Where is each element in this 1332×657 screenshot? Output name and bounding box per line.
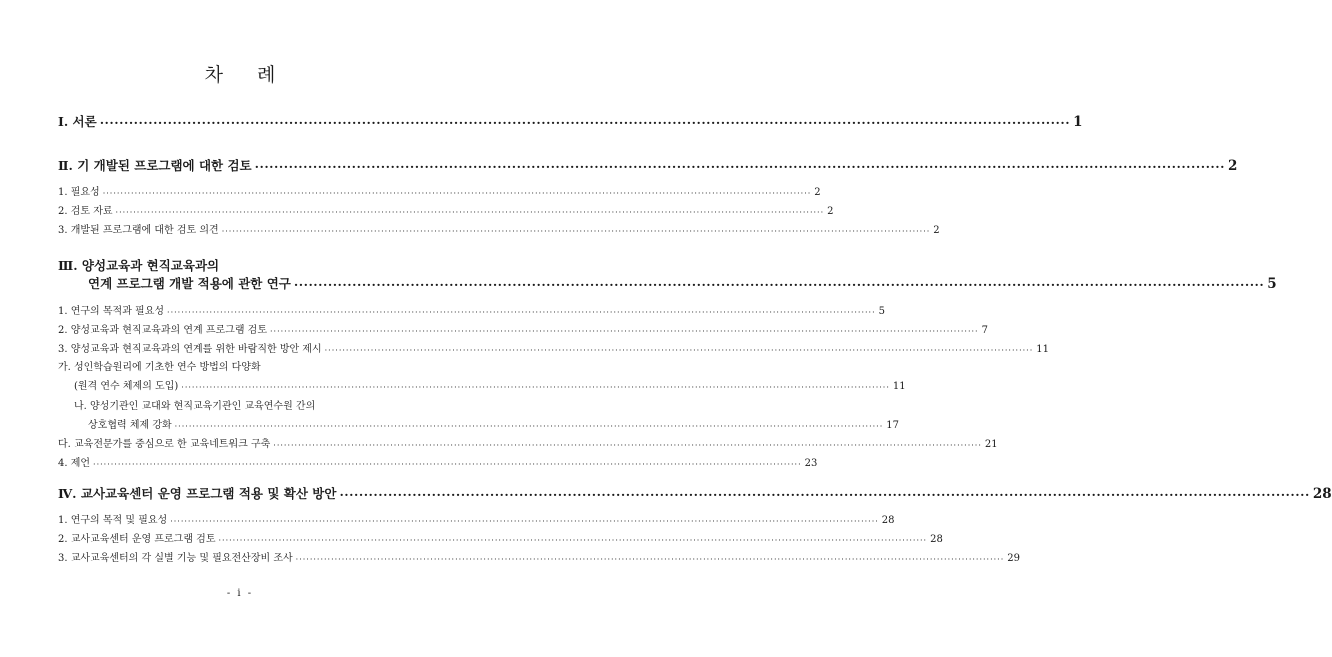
toc-page-number: 5 [1267, 276, 1277, 292]
leader-dots: ········································································································································································································ [170, 517, 879, 526]
leader-dots: ········································································································································································································ [295, 555, 1005, 564]
toc-label: 2. 검토 자료 [58, 206, 113, 217]
toc-page-number: 1 [1073, 114, 1083, 130]
toc-entry-3-2[interactable] [58, 320, 988, 336]
leader-dots: ········································································································································································································ [221, 227, 931, 236]
toc-entry-section-2[interactable] [58, 158, 1238, 174]
toc-page-number: 5 [878, 306, 885, 317]
toc-label: 연계 프로그램 개발 적용에 관한 연구 [88, 276, 291, 291]
toc-page-number: 2 [814, 187, 821, 198]
toc-page-number: 21 [984, 439, 998, 450]
toc-label: 2. 교사교육센터 운영 프로그램 검토 [58, 534, 216, 545]
toc-label: 1. 연구의 목적 및 필요성 [58, 515, 168, 526]
page-title: 차 례 [204, 64, 290, 86]
leader-dots: ········································································································································································································ [254, 159, 1225, 174]
toc-entry-section-3[interactable] [88, 276, 1277, 292]
toc-label: 3. 양성교육과 현직교육과의 연계를 위한 바람직한 방안 제시 [58, 344, 322, 355]
leader-dots: ········································································································································································································ [174, 422, 884, 431]
toc-page-number: 28 [881, 515, 895, 526]
toc-label: Ⅳ. 교사교육센터 운영 프로그램 적용 및 확산 방안 [58, 486, 337, 501]
toc-page-number: 11 [1036, 344, 1049, 355]
toc-entry-2-1[interactable] [58, 182, 821, 198]
toc-label: 다. 교육전문가를 중심으로 한 교육네트워크 구축 [58, 439, 271, 450]
leader-dots: ········································································································································································································ [324, 346, 1034, 355]
toc-label: 4. 제언 [58, 458, 91, 469]
toc-entry-section-4[interactable] [58, 486, 1332, 502]
leader-dots: ········································································································································································································ [99, 115, 1071, 130]
toc-page-number: 23 [804, 458, 818, 469]
toc-page-number: 29 [1007, 553, 1020, 564]
toc-label: Ⅰ. 서론 [58, 114, 97, 129]
page-footer: - i - [226, 588, 254, 599]
toc-entry-3-da[interactable] [58, 434, 998, 450]
toc-label: 상호협력 체제 강화 [88, 420, 172, 431]
toc-entry-4-3[interactable] [58, 548, 1020, 564]
toc-label: 3. 개발된 프로그램에 대한 검토 의견 [58, 225, 219, 236]
toc-page-number: 2 [1228, 158, 1238, 174]
toc-entry-3-3[interactable] [58, 339, 1049, 355]
leader-dots: ········································································································································································································ [218, 536, 928, 545]
leader-dots: ········································································································································································································ [339, 487, 1310, 502]
leader-dots: ········································································································································································································ [167, 308, 876, 317]
toc-label-3-na-line1: 나. 양성기관인 교대와 현직교육기관인 교육연수원 간의 [74, 401, 316, 412]
toc-label: Ⅱ. 기 개발된 프로그램에 대한 검토 [58, 158, 252, 173]
toc-entry-4-1[interactable] [58, 510, 895, 526]
toc-entry-2-2[interactable] [58, 201, 834, 217]
toc-entry-4-2[interactable] [58, 529, 943, 545]
toc-entry-2-3[interactable] [58, 220, 940, 236]
toc-label: 3. 교사교육센터의 각 실별 기능 및 필요전산장비 조사 [58, 553, 293, 564]
toc-entry-3-1[interactable] [58, 301, 885, 317]
leader-dots: ········································································································································································································ [181, 383, 890, 392]
toc-page-number: 28 [1312, 486, 1332, 502]
toc-page-number: 28 [930, 534, 943, 545]
toc-page-number: 7 [981, 325, 988, 336]
toc-label: 1. 연구의 목적과 필요성 [58, 306, 165, 317]
toc-entry-3-ga[interactable] [74, 376, 906, 392]
leader-dots: ········································································································································································································ [293, 277, 1265, 292]
toc-label-3-ga-line1: 가. 성인학습원리에 기초한 연수 방법의 다양화 [58, 362, 261, 373]
toc-page-number: 17 [886, 420, 899, 431]
toc-entry-3-na[interactable] [88, 415, 899, 431]
toc-label-section-3-line1: Ⅲ. 양성교육과 현직교육과의 [58, 258, 220, 273]
toc-entry-section-1[interactable] [58, 114, 1083, 130]
leader-dots: ········································································································································································································ [269, 327, 979, 336]
toc-page-number: 11 [892, 381, 906, 392]
leader-dots: ········································································································································································································ [102, 189, 812, 198]
toc-label: 2. 양성교육과 현직교육과의 연계 프로그램 검토 [58, 325, 267, 336]
toc-page-number: 2 [827, 206, 834, 217]
leader-dots: ········································································································································································································ [93, 460, 802, 469]
leader-dots: ········································································································································································································ [273, 441, 982, 450]
toc-label: 1. 필요성 [58, 187, 100, 198]
toc-page-number: 2 [933, 225, 940, 236]
toc-label: (원격 연수 체제의 도입) [74, 381, 179, 392]
leader-dots: ········································································································································································································ [115, 208, 825, 217]
toc-entry-3-4[interactable] [58, 453, 818, 469]
